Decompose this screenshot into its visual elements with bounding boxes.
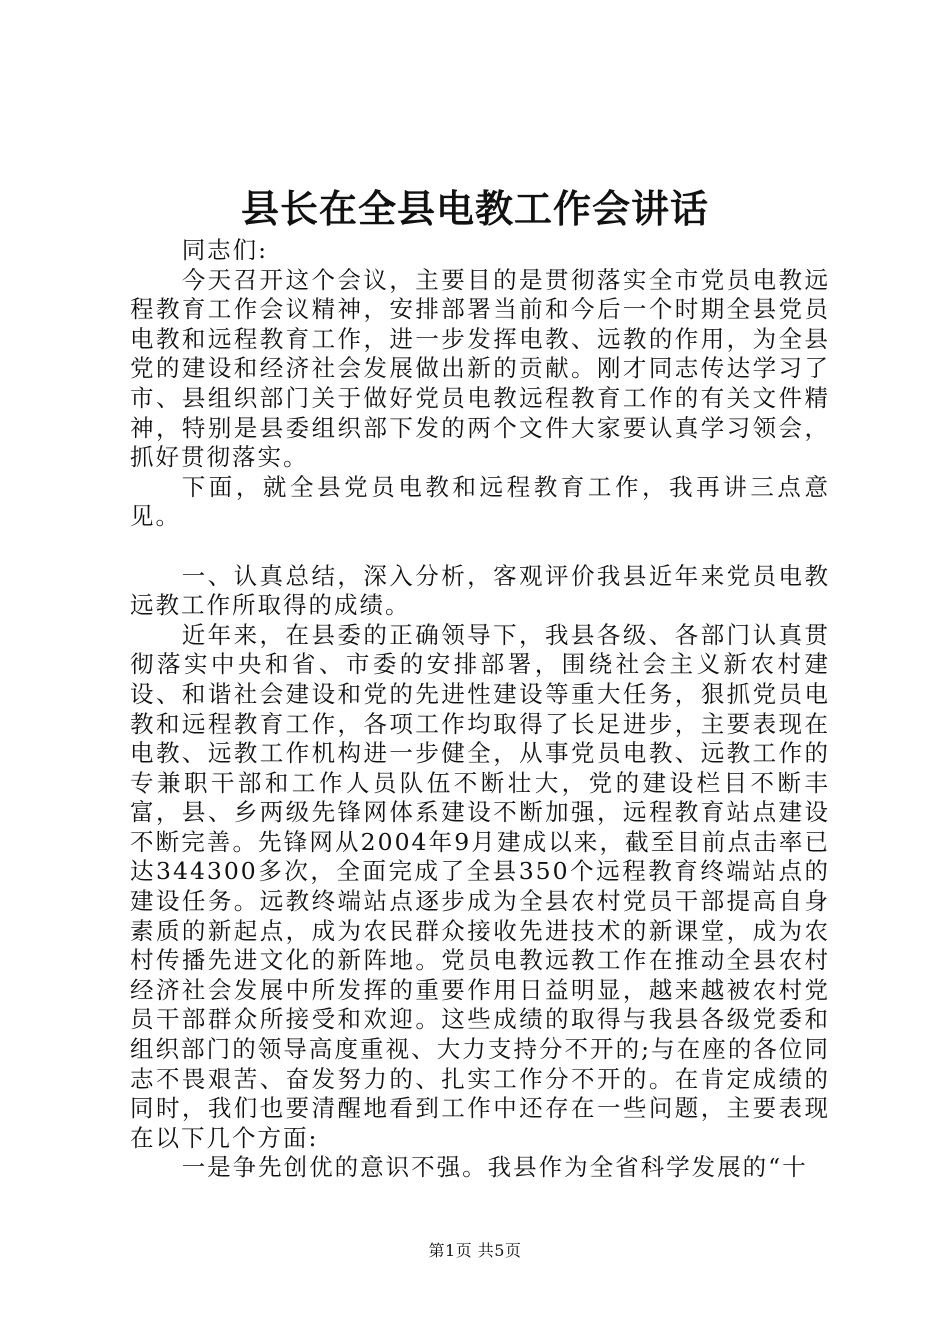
salutation: 同志们: xyxy=(181,236,269,264)
document-body xyxy=(130,236,830,1183)
page-footer: 第1页 共5页 xyxy=(428,1241,522,1260)
paragraph-problem-one: 一是争先创优的意识不强。我县作为全省科学发展的“十 xyxy=(181,1153,808,1182)
page-title: 县长在全县电教工作会讲话 xyxy=(240,186,709,231)
paragraph-three-points: 下面，就全县党员电教和远程教育工作，我再讲三点意见。 xyxy=(130,472,830,531)
paragraph-opening: 今天召开这个会议，主要目的是贯彻落实全市党员电教远程教育工作会议精神，安排部署当前和今后一个时期全县党员电教和远程教育工作，进一步发挥电教、远教的作用，为全县党的建设和经济社会发展做出新的贡献。刚才同志传达学习了市、县组织部门关于做好党员电教远程教育工作的有关文件精神，特别是县委组织部下发的两个文件大家要认真学习领会，抓好贯彻落实。 xyxy=(130,265,830,472)
section-heading-one: 一、认真总结，深入分析，客观评价我县近年来党员电教远教工作所取得的成绩。 xyxy=(130,561,830,620)
blank-line xyxy=(130,532,830,562)
paragraph-achievements: 近年来，在县委的正确领导下，我县各级、各部门认真贯彻落实中央和省、市委的安排部署，围绕社会主义新农村建设、和谐社会建设和党的先进性建设等重大任务，狠抓党员电教和远程教育工作，各项工作均取得了长足进步，主要表现在电教、远教工作机构进一步健全，从事党员电教、远教工作的专兼职干部和工作人员队伍不断壮大，党的建设栏目不断丰富，县、乡两级先锋网体系建设不断加强，远程教育站点建设不断完善。先锋网从2004年9月建成以来，截至目前点击率已达344300多次，全面完成了全县350个远程教育终端站点的建设任务。远教终端站点逐步成为全县农村党员干部提高自身素质的新起点，成为农民群众接收先进技术的新课堂，成为农村传播先进文化的新阵地。党员电教远教工作在推动全县农村经济社会发展中所发挥的重要作用日益明显，越来越被农村党员干部群众所接受和欢迎。这些成绩的取得与我县各级党委和组织部门的领导高度重视、大力支持分不开的;与在座的各位同志不畏艰苦、奋发努力的、扎实工作分不开的。在肯定成绩的同时，我们也要清醒地看到工作中还存在一些问题，主要表现在以下几个方面: xyxy=(130,620,830,1152)
